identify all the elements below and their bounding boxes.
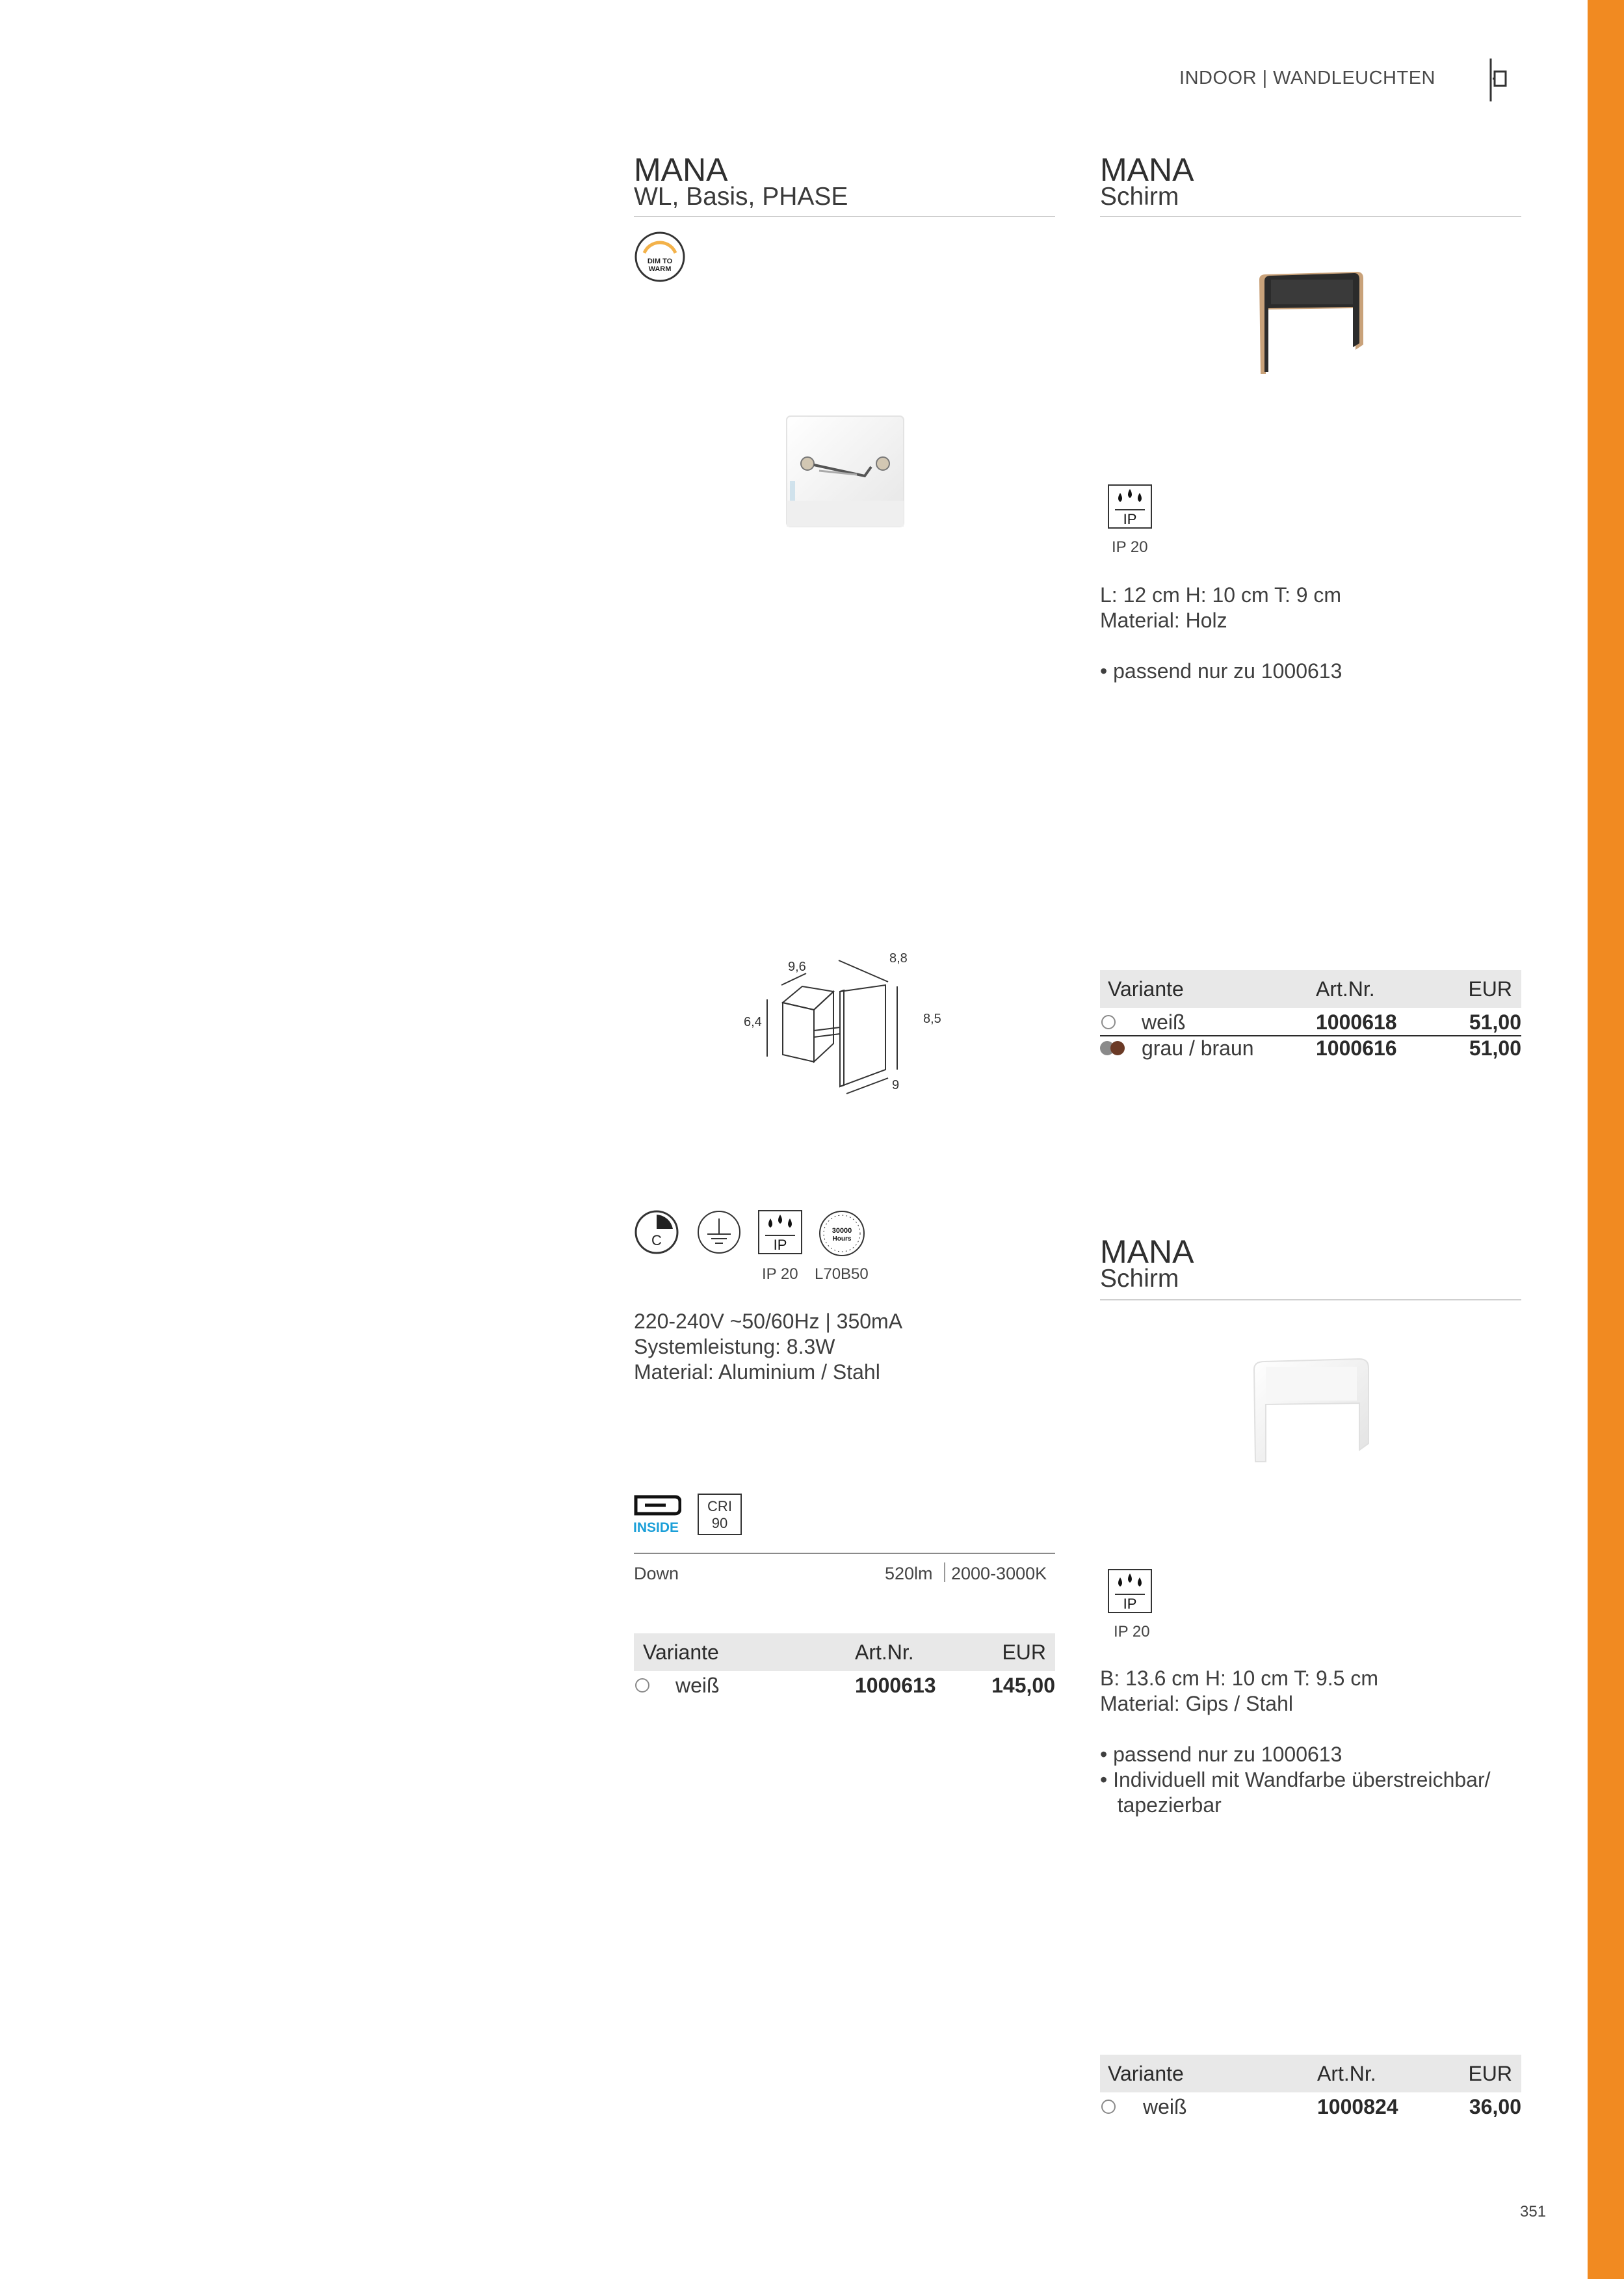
phase-dimmer-icon (634, 1209, 679, 1255)
svg-text:30000: 30000 (832, 1227, 852, 1235)
article-number: 1000613 (855, 1674, 936, 1697)
ip-caption: IP 20 (1114, 1623, 1150, 1640)
title-divider (634, 216, 1055, 217)
svg-text:C: C (651, 1232, 662, 1248)
plaster-shade-product-image (1245, 1352, 1375, 1469)
svg-text:IP: IP (1123, 1596, 1137, 1612)
color-swatch-white (635, 1678, 649, 1693)
spec-line: Material: Gips / Stahl (1100, 1692, 1293, 1715)
earth-ground-icon (696, 1209, 742, 1255)
spec-line: Material: Aluminium / Stahl (634, 1360, 880, 1384)
wall-lamp-category-icon (1489, 57, 1508, 103)
product-title: MANA (634, 151, 728, 188)
table-header (634, 1633, 1055, 1671)
wall-base-product-image (774, 403, 917, 540)
ip-rating-icon (757, 1209, 803, 1255)
dim-label-a: 9,6 (788, 960, 806, 974)
col-variante: Variante (643, 1640, 719, 1664)
product-subtitle: Schirm (1100, 1265, 1179, 1293)
table-header (1100, 970, 1521, 1008)
variant-table (634, 1633, 1055, 1705)
light-direction: Down (634, 1564, 679, 1583)
svg-text:WARM: WARM (648, 265, 672, 273)
title-divider (1100, 1299, 1521, 1300)
svg-text:90: 90 (711, 1515, 728, 1531)
lifetime-caption: L70B50 (815, 1265, 869, 1283)
dim-label-d: 8,5 (923, 1012, 941, 1026)
dimension-drawing (741, 946, 962, 1102)
ip-rating-icon (1107, 484, 1153, 529)
variant-table (1100, 2055, 1521, 2126)
price: 145,00 (991, 1674, 1055, 1697)
col-variante: Variante (1108, 977, 1184, 1001)
variant-table (1100, 970, 1521, 1061)
value-separator (944, 1562, 945, 1582)
section-header: INDOOR | WANDLEUCHTEN (1179, 68, 1435, 88)
article-number: 1000824 (1317, 2095, 1398, 2118)
variant-name: weiß (1143, 2095, 1187, 2118)
spec-line: 220-240V ~50/60Hz | 350mA (634, 1310, 903, 1333)
title-divider (1100, 216, 1521, 217)
table-row (634, 1672, 1055, 1698)
note-line: • passend nur zu 1000613 (1100, 659, 1342, 683)
col-artnr: Art.Nr. (1317, 2062, 1376, 2085)
note-line: tapezierbar (1100, 1793, 1222, 1817)
color-swatch-brown (1110, 1041, 1125, 1055)
ip-rating-icon (1107, 1568, 1153, 1614)
spec-line: L: 12 cm H: 10 cm T: 9 cm (1100, 583, 1342, 607)
product-subtitle: Schirm (1100, 183, 1179, 211)
svg-text:Hours: Hours (832, 1235, 852, 1243)
spec-line: B: 13.6 cm H: 10 cm T: 9.5 cm (1100, 1666, 1378, 1690)
price: 51,00 (1469, 1010, 1521, 1034)
ip-caption: IP 20 (1112, 538, 1148, 556)
dim-label-e: 9 (892, 1078, 900, 1092)
table-row (1100, 1035, 1521, 1061)
led-inside-icon (632, 1494, 681, 1535)
ip-caption: IP 20 (762, 1265, 798, 1283)
lifetime-icon (818, 1209, 866, 1258)
col-eur: EUR (1002, 1640, 1046, 1664)
variant-name: weiß (675, 1674, 720, 1697)
col-artnr: Art.Nr. (1316, 977, 1375, 1001)
color-swatch-white (1101, 2100, 1116, 2114)
price: 36,00 (1469, 2095, 1521, 2118)
svg-text:IP: IP (773, 1237, 787, 1253)
svg-text:DIM TO: DIM TO (647, 257, 673, 265)
product-title: MANA (1100, 151, 1194, 188)
color-swatch-white (1101, 1015, 1116, 1029)
price: 51,00 (1469, 1036, 1521, 1060)
note-line: • passend nur zu 1000613 (1100, 1743, 1342, 1766)
light-divider (634, 1553, 1055, 1554)
light-cct: 2000-3000K (951, 1564, 1047, 1583)
article-number: 1000616 (1316, 1036, 1397, 1060)
light-flux: 520lm (885, 1564, 933, 1583)
dim-label-c: 6,4 (744, 1015, 762, 1029)
dim-to-warm-icon (634, 231, 686, 283)
svg-text:INSIDE: INSIDE (633, 1520, 679, 1535)
table-row (1100, 1009, 1521, 1035)
note-line: • Individuell mit Wandfarbe überstreichbar/ (1100, 1768, 1491, 1791)
spec-line: Material: Holz (1100, 609, 1227, 632)
col-eur: EUR (1468, 2062, 1512, 2085)
col-eur: EUR (1468, 977, 1512, 1001)
dim-label-b: 8,8 (889, 951, 908, 966)
svg-text:IP: IP (1123, 511, 1137, 527)
table-header (1100, 2055, 1521, 2092)
product-title: MANA (1100, 1233, 1194, 1270)
col-artnr: Art.Nr. (855, 1640, 914, 1664)
table-row (1100, 2094, 1521, 2120)
orange-side-bar (1588, 0, 1624, 2279)
svg-text:CRI: CRI (707, 1498, 732, 1514)
variant-name: weiß (1142, 1010, 1186, 1034)
variant-name: grau / braun (1142, 1036, 1254, 1060)
spec-line: Systemleistung: 8.3W (634, 1335, 835, 1358)
product-subtitle: WL, Basis, PHASE (634, 183, 848, 211)
wooden-shade-product-image (1251, 267, 1369, 377)
page-number: 351 (1520, 2203, 1547, 2220)
col-variante: Variante (1108, 2062, 1184, 2085)
cri-badge (697, 1493, 742, 1536)
article-number: 1000618 (1316, 1010, 1397, 1034)
